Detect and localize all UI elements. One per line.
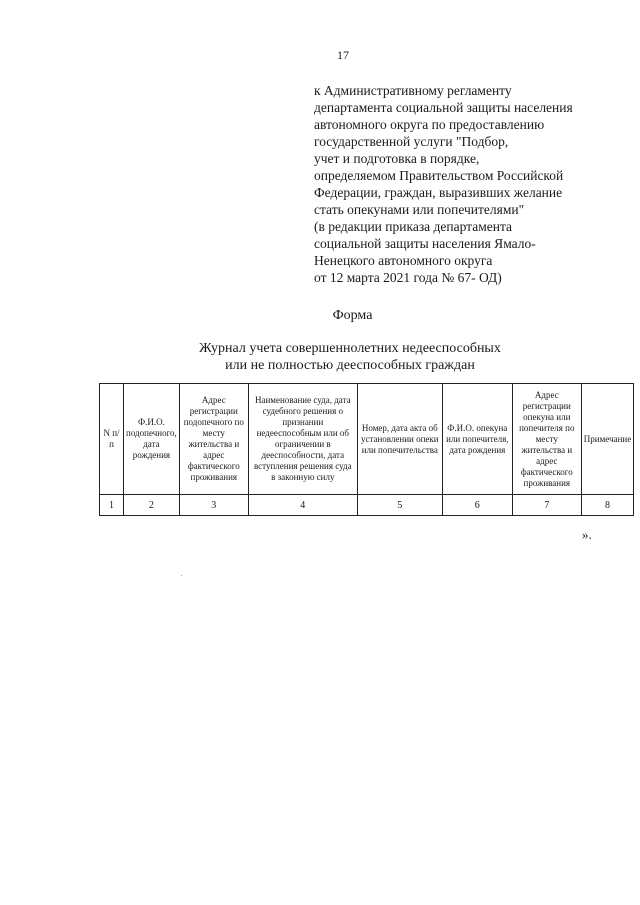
table-number-cell: 2 xyxy=(124,495,180,516)
table-number-cell: 7 xyxy=(512,495,581,516)
journal-title xyxy=(0,340,640,374)
annex-line: (в редакции приказа департамента xyxy=(314,219,513,234)
table-header-cell: N п/п xyxy=(100,384,124,495)
table-header-cell: Примечание xyxy=(581,384,633,495)
table-number-cell: 5 xyxy=(357,495,442,516)
table-header-cell: Наименование суда, дата судебного решения о признании недееспособным или об ограничении в дееспособности, дата вступления решения суда в законную силу xyxy=(248,384,357,495)
journal-table xyxy=(99,383,634,516)
table-number-row xyxy=(100,495,634,516)
annex-line: к Административному регламенту xyxy=(314,83,512,98)
annex-line: Федерации, граждан, выразивших желание xyxy=(314,185,563,200)
table-header-cell: Ф.И.О. опекуна или попечителя, дата рождения xyxy=(442,384,512,495)
table-number-cell: 8 xyxy=(581,495,633,516)
annex-line: от 12 марта 2021 года № 67- ОД) xyxy=(314,270,502,285)
annex-line: определяемом Правительством Российской xyxy=(314,168,564,183)
annex-line: Ненецкого автономного округа xyxy=(314,253,493,268)
annex-line: социальной защиты населения Ямало- xyxy=(314,236,536,251)
journal-title-line-2: или не полностью дееспособных граждан xyxy=(225,358,475,373)
annex-note xyxy=(314,82,634,286)
page-number: 17 xyxy=(337,48,349,62)
form-label: Форма xyxy=(332,308,373,323)
table-header-cell: Адрес регистрации подопечного по месту жительства и адрес фактического проживания xyxy=(179,384,248,495)
table-number-cell: 1 xyxy=(100,495,124,516)
annex-line: учет и подготовка в порядке, xyxy=(314,151,480,166)
table-number-cell: 3 xyxy=(179,495,248,516)
annex-line: стать опекунами или попечителями" xyxy=(314,202,525,217)
annex-line: государственной услуги "Подбор, xyxy=(314,134,509,149)
annex-line: департамента социальной защиты населения xyxy=(314,100,573,115)
journal-title-line-1: Журнал учета совершеннолетних недееспособных xyxy=(199,341,501,356)
table-header-row xyxy=(100,384,634,495)
table-number-cell: 6 xyxy=(442,495,512,516)
table-header-cell: Адрес регистрации опекуна или попечителя по месту жительства и адрес фактического проживания xyxy=(512,384,581,495)
scan-artifact xyxy=(181,575,182,576)
table-number-cell: 4 xyxy=(248,495,357,516)
closing-quote: ». xyxy=(582,527,592,542)
table-header-cell: Ф.И.О. подопечного, дата рождения xyxy=(124,384,180,495)
annex-line: автономного округа по предоставлению xyxy=(314,117,545,132)
table-header-cell: Номер, дата акта об установлении опеки или попечительства xyxy=(357,384,442,495)
